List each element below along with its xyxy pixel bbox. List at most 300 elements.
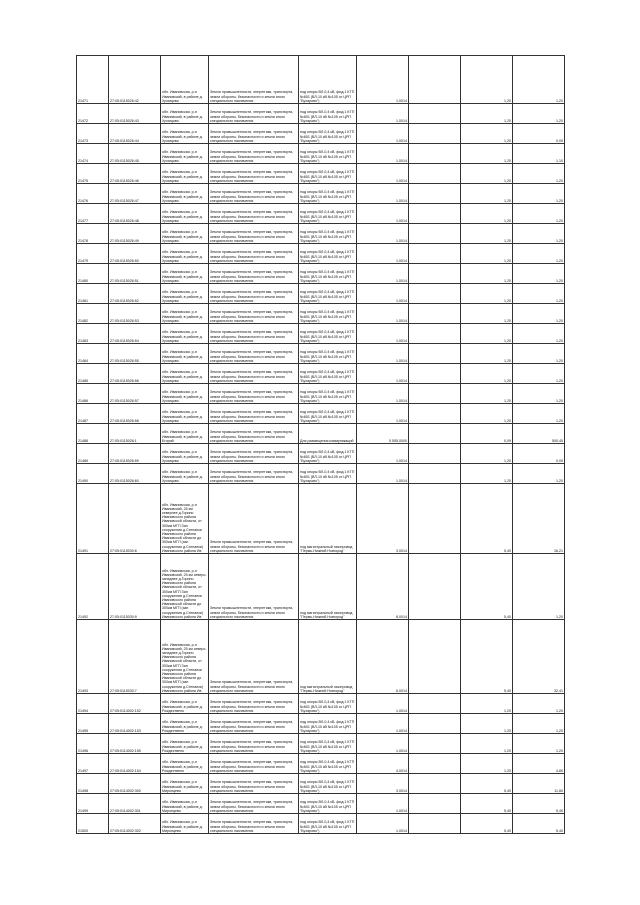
value-cell: 11,60 (513, 774, 565, 794)
permitted-use-cell: под магистральный газопровод "Пермь-Нижний Новгород" (299, 484, 357, 554)
rate-cell: 1,20 (461, 224, 513, 244)
land-category-cell: Земли промышленности, энергетики, транспорта, земли обороны, безопасности и земли иного специального назначения (209, 384, 299, 404)
value-cell: 1,20 (513, 244, 565, 264)
area-cell: 1,0014 (357, 264, 409, 284)
cadastral-number-cell: 27:05:0115026:50 (109, 244, 161, 264)
value-cell: 1,20 (513, 204, 565, 224)
rate-cell: 0,09 (461, 424, 513, 444)
land-category-cell: Земли промышленности, энергетики, транспорта, земли обороны, безопасности и земли иного специального назначения (209, 56, 299, 104)
permitted-use-cell: под опоры ВЛ-0,4 кВ, фид.1 КТП №601 (ВЛ-10 кВ №105 от ЦРП "Бухарово") (299, 244, 357, 264)
rate-cell: 1,20 (461, 734, 513, 754)
cadastral-number-cell: 27:05:0115030:7 (109, 620, 161, 694)
location-cell: обл. Ивановская, р-н Ивановский, в районе д. Хромцово (161, 364, 209, 384)
empty-cell (409, 324, 461, 344)
cadastral-number-cell: 27:05:0114002:152 (109, 694, 161, 714)
location-cell: обл. Ивановская, р-н Ивановский, в районе д. Хромцово (161, 384, 209, 404)
value-cell: 1,20 (513, 464, 565, 484)
table-row (77, 304, 565, 324)
location-cell: обл. Ивановская, р-н Ивановский, в районе д. Миронцево (161, 774, 209, 794)
area-cell: 3,0014 (357, 774, 409, 794)
location-cell: обл. Ивановская, р-н Ивановский, 25 км северо-западнее д.Горино Ивановского района Ивановской области, от 300км МГП Зап сооружения д.Степанки Ивановского района Ивановской области до 300км МГП (зап сооружения д.Степанки) Ивановского района Ив (161, 620, 209, 694)
cadastral-number-cell: 27:05:0115026:51 (109, 264, 161, 284)
land-category-cell: Земли промышленности, энергетики, транспорта, земли обороны, безопасности и земли иного специального назначения (209, 554, 299, 620)
empty-cell (409, 304, 461, 324)
land-category-cell: Земли промышленности, энергетики, транспорта, земли обороны, безопасности и земли иного специального назначения (209, 344, 299, 364)
permitted-use-cell: под опоры ВЛ-0,4 кВ, фид.1 КТП №601 (ВЛ-10 кВ №105 от ЦРП "Бухарово") (299, 464, 357, 484)
location-cell: обл. Ивановская, р-н Ивановский, в районе д. Хромцово (161, 184, 209, 204)
empty-cell (409, 774, 461, 794)
cadastral-number-cell: 27:05:0115026:54 (109, 324, 161, 344)
cadastral-number-cell: 27:05:0115026:57 (109, 384, 161, 404)
empty-cell (409, 484, 461, 554)
location-cell: обл. Ивановская, р-н Ивановский, в районе д. Хромцово (161, 164, 209, 184)
cadastral-number-cell: 27:05:0115026:55 (109, 344, 161, 364)
location-cell: обл. Ивановская, р-н Ивановский, 25 км севернее д.Горино Ивановского района Ивановской области, от 300км МГП Зап сооружения д.Степанки Ивановского района Ивановской области до 300км МГП (зап сооружения д.Степанки) Ивановского района Ив (161, 484, 209, 554)
location-cell: обл. Ивановская, р-н Ивановский, в районе д. Хромцово (161, 444, 209, 464)
row-number-cell: 21491 (77, 484, 109, 554)
location-cell: обл. Ивановская, р-н Ивановский, в районе д. Хромцово (161, 264, 209, 284)
location-cell: обл. Ивановская, р-н Ивановский, в районе д. Миронцево (161, 814, 209, 834)
row-number-cell: 21478 (77, 224, 109, 244)
table-row (77, 794, 565, 814)
empty-cell (409, 244, 461, 264)
land-category-cell: Земли промышленности, энергетики, транспорта, земли обороны, безопасности и земли иного специального назначения (209, 694, 299, 714)
rate-cell: 5,40 (461, 620, 513, 694)
table-row (77, 694, 565, 714)
cadastral-number-cell: 27:05:0115026:43 (109, 104, 161, 124)
table-row (77, 204, 565, 224)
land-category-cell: Земли промышленности, энергетики, транспорта, земли обороны, безопасности и земли иного специального назначения (209, 184, 299, 204)
value-cell: 5,40 (513, 814, 565, 834)
cadastral-number-cell: 27:05:0114002:300 (109, 774, 161, 794)
cadastral-number-cell: 27:05:0115026:45 (109, 144, 161, 164)
area-cell: 1,0014 (357, 814, 409, 834)
rate-cell: 1,20 (461, 364, 513, 384)
table-row (77, 224, 565, 244)
rate-cell: 1,20 (461, 444, 513, 464)
row-number-cell: 21475 (77, 164, 109, 184)
location-cell: обл. Ивановская, р-н Ивановский, в районе д. Хромцово (161, 224, 209, 244)
row-number-cell: 21486 (77, 384, 109, 404)
row-number-cell: 21497 (77, 754, 109, 774)
rate-cell: 5,40 (461, 794, 513, 814)
land-category-cell: Земли промышленности, энергетики, транспорта, земли обороны, безопасности и земли иного специального назначения (209, 104, 299, 124)
location-cell: обл. Ивановская, р-н Ивановский, в районе д. Хромцово (161, 204, 209, 224)
permitted-use-cell: под опоры ВЛ-0,4 кВ, фид.1 КТП №601 (ВЛ-10 кВ №105 от ЦРП "Бухарово") (299, 404, 357, 424)
rate-cell: 1,20 (461, 204, 513, 224)
location-cell: обл. Ивановская, р-н Ивановский, в районе д. Хромцово (161, 464, 209, 484)
table-row (77, 264, 565, 284)
permitted-use-cell: под опоры ВЛ-0,4 кВ, фид.1 КТП №601 (ВЛ-10 кВ №105 от ЦРП "Бухарово") (299, 384, 357, 404)
table-row (77, 364, 565, 384)
row-number-cell: 21488 (77, 424, 109, 444)
land-category-cell: Земли промышленности, энергетики, транспорта, земли обороны, безопасности и земли иного специального назначения (209, 754, 299, 774)
row-number-cell: 21483 (77, 324, 109, 344)
area-cell: 1,0014 (357, 204, 409, 224)
empty-cell (409, 264, 461, 284)
table-row (77, 56, 565, 104)
land-category-cell: Земли промышленности, энергетики, транспорта, земли обороны, безопасности и земли иного специального назначения (209, 424, 299, 444)
value-cell: 4,80 (513, 754, 565, 774)
permitted-use-cell: под опоры ВЛ-0,4 кВ, фид.1 КТП №601 (ВЛ-10 кВ №105 от ЦРП "Бухарово") (299, 794, 357, 814)
permitted-use-cell: под опоры ВЛ-0,4 кВ, фид.1 КТП №601 (ВЛ-10 кВ №105 от ЦРП "Бухарово") (299, 364, 357, 384)
rate-cell: 1,20 (461, 264, 513, 284)
rate-cell: 1,20 (461, 754, 513, 774)
value-cell: 1,20 (513, 384, 565, 404)
empty-cell (409, 794, 461, 814)
value-cell: 1,20 (513, 56, 565, 104)
value-cell: 0,05 (513, 444, 565, 464)
rate-cell: 1,20 (461, 104, 513, 124)
location-cell: обл. Ивановская, р-н Ивановский, в районе д. Хромцово (161, 104, 209, 124)
table-row (77, 424, 565, 444)
area-cell: 1,0014 (357, 324, 409, 344)
row-number-cell: 21500 (77, 814, 109, 834)
row-number-cell: 21471 (77, 56, 109, 104)
row-number-cell: 21479 (77, 244, 109, 264)
land-category-cell: Земли промышленности, энергетики, транспорта, земли обороны, безопасности и земли иного специального назначения (209, 244, 299, 264)
empty-cell (409, 224, 461, 244)
empty-cell (409, 714, 461, 734)
location-cell: обл. Ивановская, р-н Ивановский, в районе д. Рождествено (161, 754, 209, 774)
table-row (77, 754, 565, 774)
location-cell: обл. Ивановская, р-н Ивановский, в районе д. Рождествено (161, 714, 209, 734)
value-cell: 1,20 (513, 694, 565, 714)
row-number-cell: 21496 (77, 734, 109, 754)
table-row (77, 124, 565, 144)
rate-cell: 5,40 (461, 554, 513, 620)
value-cell: 1,20 (513, 184, 565, 204)
value-cell: 1,20 (513, 324, 565, 344)
location-cell: обл. Ивановская, р-н Ивановский, в районе д. Рождествено (161, 694, 209, 714)
rate-cell: 5,40 (461, 814, 513, 834)
empty-cell (409, 424, 461, 444)
permitted-use-cell: под опоры ВЛ-0,4 кВ, фид.1 КТП №601 (ВЛ-10 кВ №105 от ЦРП "Бухарово") (299, 734, 357, 754)
land-category-cell: Земли промышленности, энергетики, транспорта, земли обороны, безопасности и земли иного специального назначения (209, 284, 299, 304)
empty-cell (409, 344, 461, 364)
area-cell: 1,0014 (357, 304, 409, 324)
rate-cell: 1,20 (461, 184, 513, 204)
empty-cell (409, 184, 461, 204)
area-cell: 1,0014 (357, 714, 409, 734)
empty-cell (409, 464, 461, 484)
row-number-cell: 21473 (77, 124, 109, 144)
row-number-cell: 21485 (77, 364, 109, 384)
land-category-cell: Земли промышленности, энергетики, транспорта, земли обороны, безопасности и земли иного специального назначения (209, 714, 299, 734)
area-cell: 5 555,0000 (357, 424, 409, 444)
land-plot-table (76, 55, 565, 834)
area-cell: 8,0014 (357, 554, 409, 620)
table-row (77, 620, 565, 694)
empty-cell (409, 124, 461, 144)
land-category-cell: Земли промышленности, энергетики, транспорта, земли обороны, безопасности и земли иного специального назначения (209, 224, 299, 244)
area-cell: 1,0014 (357, 284, 409, 304)
permitted-use-cell: под опоры ВЛ-0,4 кВ, фид.1 КТП №601 (ВЛ-10 кВ №105 от ЦРП "Бухарово") (299, 204, 357, 224)
rate-cell: 1,20 (461, 124, 513, 144)
area-cell: 1,0014 (357, 384, 409, 404)
cadastral-number-cell: 27:05:0115026:59 (109, 444, 161, 464)
table-row (77, 164, 565, 184)
land-category-cell: Земли промышленности, энергетики, транспорта, земли обороны, безопасности и земли иного специального назначения (209, 814, 299, 834)
empty-cell (409, 554, 461, 620)
location-cell: обл. Ивановская, р-н Ивановский, в районе д. Егорий (161, 424, 209, 444)
table-row (77, 324, 565, 344)
value-cell: 5,40 (513, 794, 565, 814)
value-cell: 500,45 (513, 424, 565, 444)
row-number-cell: 21493 (77, 620, 109, 694)
area-cell: 6,0014 (357, 620, 409, 694)
location-cell: обл. Ивановская, р-н Ивановский, в районе д. Хромцово (161, 404, 209, 424)
permitted-use-cell: под опоры ВЛ-0,4 кВ, фид.1 КТП №601 (ВЛ-10 кВ №105 от ЦРП "Бухарово") (299, 184, 357, 204)
row-number-cell: 21499 (77, 794, 109, 814)
row-number-cell: 21492 (77, 554, 109, 620)
value-cell: 32,41 (513, 620, 565, 694)
row-number-cell: 21487 (77, 404, 109, 424)
value-cell: 1,20 (513, 224, 565, 244)
table-row (77, 384, 565, 404)
area-cell: 1,0014 (357, 344, 409, 364)
location-cell: обл. Ивановская, р-н Ивановский, в районе д. Хромцово (161, 324, 209, 344)
area-cell: 1,0014 (357, 794, 409, 814)
area-cell: 1,0014 (357, 184, 409, 204)
table-row (77, 814, 565, 834)
value-cell: 1,20 (513, 304, 565, 324)
table-body (77, 56, 565, 834)
row-number-cell: 21495 (77, 714, 109, 734)
cadastral-number-cell: 27:05:0114002:155 (109, 734, 161, 754)
table-row (77, 714, 565, 734)
value-cell: 1,20 (513, 554, 565, 620)
cadastral-number-cell: 27:05:0114002:154 (109, 754, 161, 774)
permitted-use-cell: под опоры ВЛ-0,4 кВ, фид.1 КТП №601 (ВЛ-10 кВ №105 от ЦРП "Бухарово") (299, 264, 357, 284)
rate-cell: 1,20 (461, 694, 513, 714)
land-category-cell: Земли промышленности, энергетики, транспорта, земли обороны, безопасности и земли иного специального назначения (209, 444, 299, 464)
permitted-use-cell: под опоры ВЛ-0,4 кВ, фид.1 КТП №601 (ВЛ-10 кВ №105 от ЦРП "Бухарово") (299, 344, 357, 364)
row-number-cell: 21494 (77, 694, 109, 714)
empty-cell (409, 364, 461, 384)
row-number-cell: 21472 (77, 104, 109, 124)
value-cell: 1,20 (513, 714, 565, 734)
table-row (77, 184, 565, 204)
location-cell: обл. Ивановская, р-н Ивановский, в районе д. Хромцово (161, 56, 209, 104)
location-cell: обл. Ивановская, р-н Ивановский, в районе д. Хромцово (161, 144, 209, 164)
empty-cell (409, 694, 461, 714)
empty-cell (409, 384, 461, 404)
table-row (77, 344, 565, 364)
land-category-cell: Земли промышленности, энергетики, транспорта, земли обороны, безопасности и земли иного специального назначения (209, 124, 299, 144)
row-number-cell: 21476 (77, 184, 109, 204)
row-number-cell: 21474 (77, 144, 109, 164)
location-cell: обл. Ивановская, р-н Ивановский, в районе д. Хромцово (161, 244, 209, 264)
land-category-cell: Земли промышленности, энергетики, транспорта, земли обороны, безопасности и земли иного специального назначения (209, 734, 299, 754)
permitted-use-cell: под опоры ВЛ-0,4 кВ, фид.1 КТП №601 (ВЛ-10 кВ №105 от ЦРП "Бухарово") (299, 56, 357, 104)
land-category-cell: Земли промышленности, энергетики, транспорта, земли обороны, безопасности и земли иного специального назначения (209, 144, 299, 164)
area-cell: 1,0014 (357, 164, 409, 184)
land-category-cell: Земли промышленности, энергетики, транспорта, земли обороны, безопасности и земли иного специального назначения (209, 484, 299, 554)
empty-cell (409, 204, 461, 224)
area-cell: 1,0014 (357, 734, 409, 754)
permitted-use-cell: под опоры ВЛ-0,4 кВ, фид.1 КТП №601 (ВЛ-10 кВ №105 от ЦРП "Бухарово") (299, 284, 357, 304)
rate-cell: 1,20 (461, 244, 513, 264)
permitted-use-cell: под опоры ВЛ-0,4 кВ, фид.1 КТП №601 (ВЛ-10 кВ №105 от ЦРП "Бухарово") (299, 774, 357, 794)
land-category-cell: Земли промышленности, энергетики, транспорта, земли обороны, безопасности и земли иного специального назначения (209, 304, 299, 324)
land-category-cell: Земли промышленности, энергетики, транспорта, земли обороны, безопасности и земли иного специального назначения (209, 264, 299, 284)
table-row (77, 484, 565, 554)
land-category-cell: Земли промышленности, энергетики, транспорта, земли обороны, безопасности и земли иного специального назначения (209, 164, 299, 184)
empty-cell (409, 144, 461, 164)
table-row (77, 284, 565, 304)
cadastral-number-cell: 27:05:0114002:302 (109, 814, 161, 834)
land-category-cell: Земли промышленности, энергетики, транспорта, земли обороны, безопасности и земли иного специального назначения (209, 404, 299, 424)
area-cell: 1,0014 (357, 124, 409, 144)
area-cell: 1,0014 (357, 464, 409, 484)
table-row (77, 244, 565, 264)
area-cell: 1,0014 (357, 364, 409, 384)
empty-cell (409, 444, 461, 464)
cadastral-number-cell: 27:05:0115030:6 (109, 484, 161, 554)
table-row (77, 464, 565, 484)
table-row (77, 734, 565, 754)
table-row (77, 774, 565, 794)
rate-cell: 1,20 (461, 344, 513, 364)
permitted-use-cell: под опоры ВЛ-0,4 кВ, фид.1 КТП №601 (ВЛ-10 кВ №105 от ЦРП "Бухарово") (299, 104, 357, 124)
row-number-cell: 21480 (77, 264, 109, 284)
permitted-use-cell: под опоры ВЛ-0,4 кВ, фид.1 КТП №601 (ВЛ-10 кВ №105 от ЦРП "Бухарово") (299, 324, 357, 344)
value-cell: 16,21 (513, 484, 565, 554)
cadastral-number-cell: 27:05:0115026:60 (109, 464, 161, 484)
location-cell: обл. Ивановская, р-н Ивановский, в районе д. Миронцево (161, 794, 209, 814)
cadastral-number-cell: 27:05:0115026:44 (109, 124, 161, 144)
land-category-cell: Земли промышленности, энергетики, транспорта, земли обороны, безопасности и земли иного специального назначения (209, 324, 299, 344)
area-cell: 1,0014 (357, 56, 409, 104)
empty-cell (409, 734, 461, 754)
value-cell: 1,20 (513, 164, 565, 184)
cadastral-number-cell: 27:05:0115026:46 (109, 164, 161, 184)
permitted-use-cell: под опоры ВЛ-0,4 кВ, фид.1 КТП №601 (ВЛ-10 кВ №105 от ЦРП "Бухарово") (299, 714, 357, 734)
cadastral-number-cell: 27:05:0114002:301 (109, 794, 161, 814)
rate-cell: 1,20 (461, 384, 513, 404)
land-category-cell: Земли промышленности, энергетики, транспорта, земли обороны, безопасности и земли иного специального назначения (209, 774, 299, 794)
permitted-use-cell: под магистральный газопровод "Пермь-Нижний Новгород" (299, 620, 357, 694)
cadastral-number-cell: 27:05:0115026:42 (109, 56, 161, 104)
location-cell: обл. Ивановская, р-н Ивановский, в районе д. Хромцово (161, 304, 209, 324)
rate-cell: 1,20 (461, 56, 513, 104)
area-cell: 1,0014 (357, 144, 409, 164)
empty-cell (409, 404, 461, 424)
permitted-use-cell: под опоры ВЛ-0,4 кВ, фид.1 КТП №601 (ВЛ-10 кВ №105 от ЦРП "Бухарово") (299, 444, 357, 464)
cadastral-number-cell: 27:05:0115030:9 (109, 554, 161, 620)
permitted-use-cell: под опоры ВЛ-0,4 кВ, фид.1 КТП №601 (ВЛ-10 кВ №105 от ЦРП "Бухарово") (299, 124, 357, 144)
permitted-use-cell: под магистральный газопровод "Пермь-Нижний Новгород" (299, 554, 357, 620)
land-category-cell: Земли промышленности, энергетики, транспорта, земли обороны, безопасности и земли иного специального назначения (209, 794, 299, 814)
row-number-cell: 21490 (77, 464, 109, 484)
area-cell: 1,0014 (357, 444, 409, 464)
value-cell: 1,20 (513, 364, 565, 384)
location-cell: обл. Ивановская, р-н Ивановский, в районе д. Хромцово (161, 284, 209, 304)
land-category-cell: Земли промышленности, энергетики, транспорта, земли обороны, безопасности и земли иного специального назначения (209, 620, 299, 694)
empty-cell (409, 104, 461, 124)
row-number-cell: 21477 (77, 204, 109, 224)
area-cell: 4,0014 (357, 754, 409, 774)
row-number-cell: 21481 (77, 284, 109, 304)
value-cell: 0,05 (513, 124, 565, 144)
permitted-use-cell: под опоры ВЛ-0,4 кВ, фид.1 КТП №601 (ВЛ-10 кВ №105 от ЦРП "Бухарово") (299, 814, 357, 834)
permitted-use-cell: под опоры ВЛ-0,4 кВ, фид.1 КТП №601 (ВЛ-10 кВ №105 от ЦРП "Бухарово") (299, 694, 357, 714)
area-cell: 1,0014 (357, 244, 409, 264)
empty-cell (409, 620, 461, 694)
cadastral-number-cell: 27:05:0115026:49 (109, 224, 161, 244)
value-cell: 1,20 (513, 264, 565, 284)
land-category-cell: Земли промышленности, энергетики, транспорта, земли обороны, безопасности и земли иного специального назначения (209, 464, 299, 484)
land-category-cell: Земли промышленности, энергетики, транспорта, земли обороны, безопасности и земли иного специального назначения (209, 204, 299, 224)
row-number-cell: 21482 (77, 304, 109, 324)
table-row (77, 444, 565, 464)
cadastral-number-cell: 27:05:0115026:58 (109, 404, 161, 424)
rate-cell: 1,20 (461, 164, 513, 184)
cadastral-number-cell: 27:05:0115026:53 (109, 304, 161, 324)
cadastral-number-cell: 27:05:0115026:47 (109, 184, 161, 204)
land-category-cell: Земли промышленности, энергетики, транспорта, земли обороны, безопасности и земли иного специального назначения (209, 364, 299, 384)
table-row (77, 104, 565, 124)
value-cell: 1,20 (513, 284, 565, 304)
area-cell: 1,0014 (357, 694, 409, 714)
empty-cell (409, 814, 461, 834)
value-cell: 1,20 (513, 344, 565, 364)
permitted-use-cell: под опоры ВЛ-0,4 кВ, фид.1 КТП №601 (ВЛ-10 кВ №105 от ЦРП "Бухарово") (299, 164, 357, 184)
permitted-use-cell: Для размещения коммуникаций (299, 424, 357, 444)
cadastral-number-cell: 27:05:0115026:48 (109, 204, 161, 224)
rate-cell: 1,20 (461, 324, 513, 344)
value-cell: 1,20 (513, 104, 565, 124)
value-cell: 1,20 (513, 404, 565, 424)
value-cell: 1,20 (513, 734, 565, 754)
row-number-cell: 21484 (77, 344, 109, 364)
row-number-cell: 21498 (77, 774, 109, 794)
area-cell: 1,0014 (357, 404, 409, 424)
permitted-use-cell: под опоры ВЛ-0,4 кВ, фид.1 КТП №601 (ВЛ-10 кВ №105 от ЦРП "Бухарово") (299, 144, 357, 164)
table-row (77, 404, 565, 424)
area-cell: 1,0014 (357, 104, 409, 124)
value-cell: 1,10 (513, 144, 565, 164)
cadastral-number-cell: 27:05:0115026:52 (109, 284, 161, 304)
empty-cell (409, 754, 461, 774)
empty-cell (409, 56, 461, 104)
cadastral-number-cell: 27:05:0115026:56 (109, 364, 161, 384)
rate-cell: 1,20 (461, 144, 513, 164)
row-number-cell: 21489 (77, 444, 109, 464)
permitted-use-cell: под опоры ВЛ-0,4 кВ, фид.1 КТП №601 (ВЛ-10 кВ №105 от ЦРП "Бухарово") (299, 754, 357, 774)
rate-cell: 5,40 (461, 774, 513, 794)
location-cell: обл. Ивановская, р-н Ивановский, в районе д. Рождествено (161, 734, 209, 754)
rate-cell: 5,40 (461, 484, 513, 554)
table-row (77, 554, 565, 620)
rate-cell: 1,20 (461, 304, 513, 324)
rate-cell: 1,20 (461, 714, 513, 734)
empty-cell (409, 284, 461, 304)
location-cell: обл. Ивановская, р-н Ивановский, 25 км северо-западнее д.Горино Ивановского района Ивановской области, от 300км МГП Зап сооружения д.Степанки Ивановского района Ивановской области до 300км МГП (зап сооружения д.Степанки) Ивановского района Ив (161, 554, 209, 620)
location-cell: обл. Ивановская, р-н Ивановский, в районе д. Хромцово (161, 124, 209, 144)
rate-cell: 1,20 (461, 464, 513, 484)
location-cell: обл. Ивановская, р-н Ивановский, в районе д. Хромцово (161, 344, 209, 364)
permitted-use-cell: под опоры ВЛ-0,4 кВ, фид.1 КТП №601 (ВЛ-10 кВ №105 от ЦРП "Бухарово") (299, 304, 357, 324)
table-row (77, 144, 565, 164)
rate-cell: 1,20 (461, 404, 513, 424)
cadastral-number-cell: 27:05:0115026:1 (109, 424, 161, 444)
area-cell: 3,0014 (357, 484, 409, 554)
empty-cell (409, 164, 461, 184)
permitted-use-cell: под опоры ВЛ-0,4 кВ, фид.1 КТП №601 (ВЛ-10 кВ №105 от ЦРП "Бухарово") (299, 224, 357, 244)
rate-cell: 1,20 (461, 284, 513, 304)
